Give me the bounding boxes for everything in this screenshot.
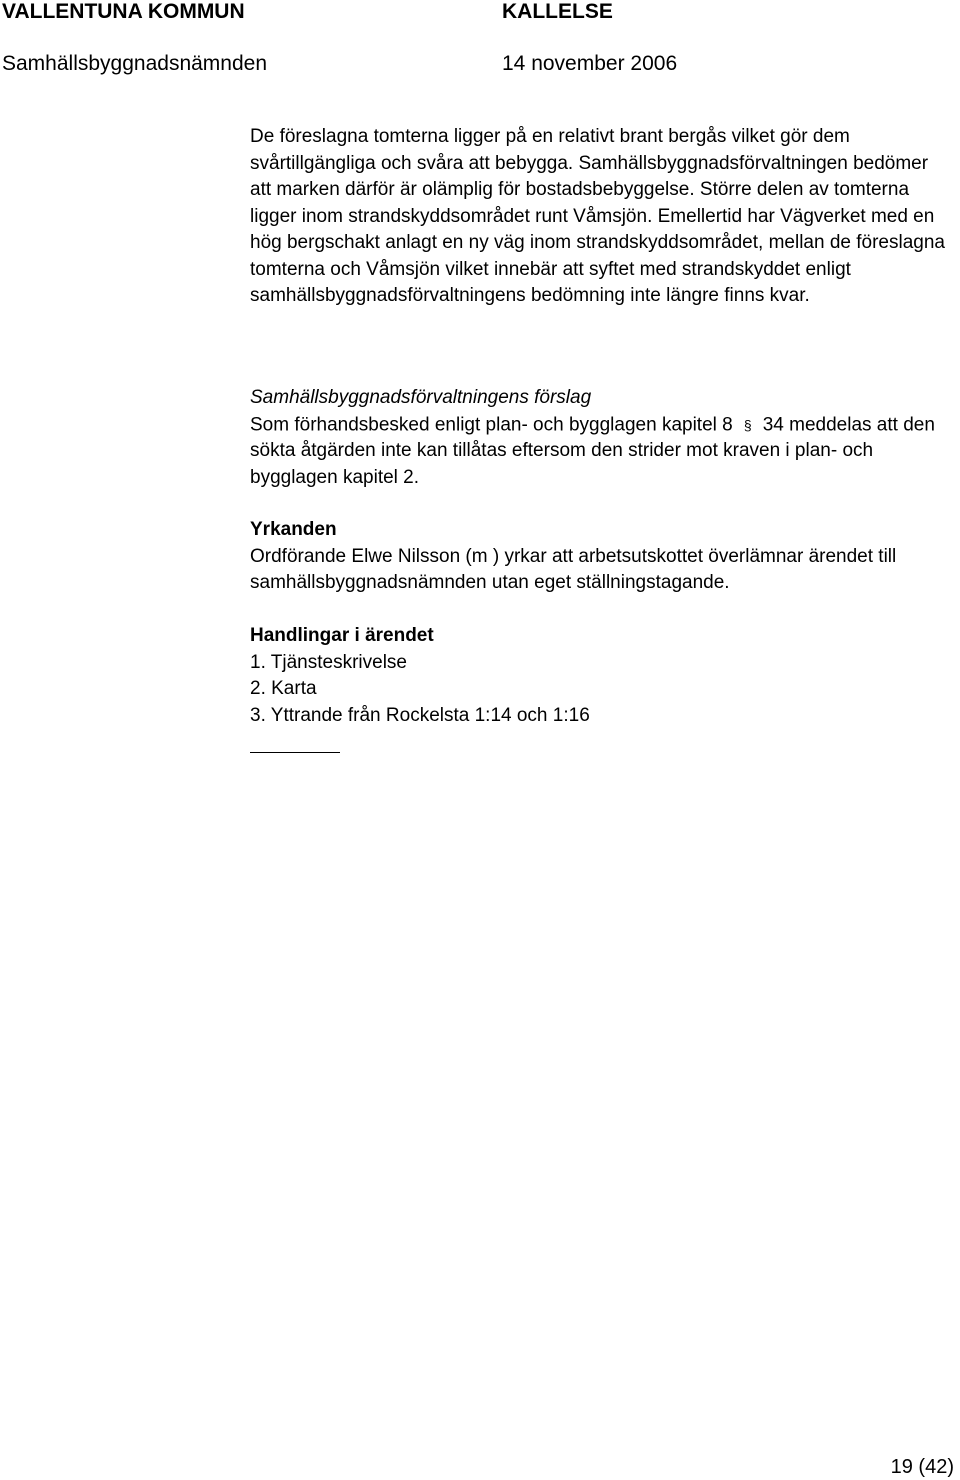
yrkanden-text: Ordförande Elwe Nilsson (m ) yrkar att arbetsutskottet överlämnar ärendet till samhällsbyggnadsnämnden utan eget ställningstagande.	[250, 545, 897, 593]
meeting-date: 14 november 2006	[502, 52, 678, 75]
intro-paragraph	[250, 124, 950, 310]
intro-paragraph-text: De föreslagna tomterna ligger på en relativt brant bergås vilket gör dem svårtillgängliga och svåra att bebygga. Samhällsbyggnadsförvaltningen bedömer att marken därför är olämplig för bostadsbebyggelse. Större delen av tomterna ligger inom strandskyddsområdet runt Våmsjön. Emellertid har Vägverket med en hög bergschakt anlagt en ny väg inom strandskyddsområdet, mellan de föreslagna tomterna och Våmsjön vilket innebär att syftet med strandskyddet enligt samhällsbyggnadsförvaltningens bedömning inte längre finns kvar.	[250, 126, 945, 306]
document-list	[250, 650, 950, 730]
document-type: KALLELSE	[502, 0, 613, 23]
end-divider	[250, 752, 340, 753]
list-item: 2. Karta	[250, 678, 317, 699]
section-sign: §	[743, 416, 752, 433]
yrkanden-section	[250, 517, 950, 597]
forslag-text-after: 34 meddelas att den sökta åtgärden inte kan tillåtas eftersom den strider mot kraven i plan- och bygglagen kapitel 2.	[250, 413, 935, 488]
organization-name: VALLENTUNA KOMMUN	[2, 0, 245, 23]
handlingar-heading: Handlingar i ärendet	[250, 625, 434, 646]
forslag-heading: Samhällsbyggnadsförvaltningens förslag	[250, 387, 592, 408]
list-item: 1. Tjänsteskrivelse	[250, 651, 407, 673]
yrkanden-heading: Yrkanden	[250, 519, 337, 540]
committee-name: Samhällsbyggnadsnämnden	[2, 52, 268, 75]
handlingar-section	[250, 623, 950, 729]
page-number: 19 (42)	[890, 1456, 954, 1478]
list-item: 3. Yttrande från Rockelsta 1:14 och 1:16	[250, 704, 590, 726]
forslag-section	[250, 385, 950, 491]
forslag-text	[250, 412, 950, 492]
forslag-text-before: Som förhandsbesked enligt plan- och bygglagen kapitel 8	[250, 413, 733, 435]
